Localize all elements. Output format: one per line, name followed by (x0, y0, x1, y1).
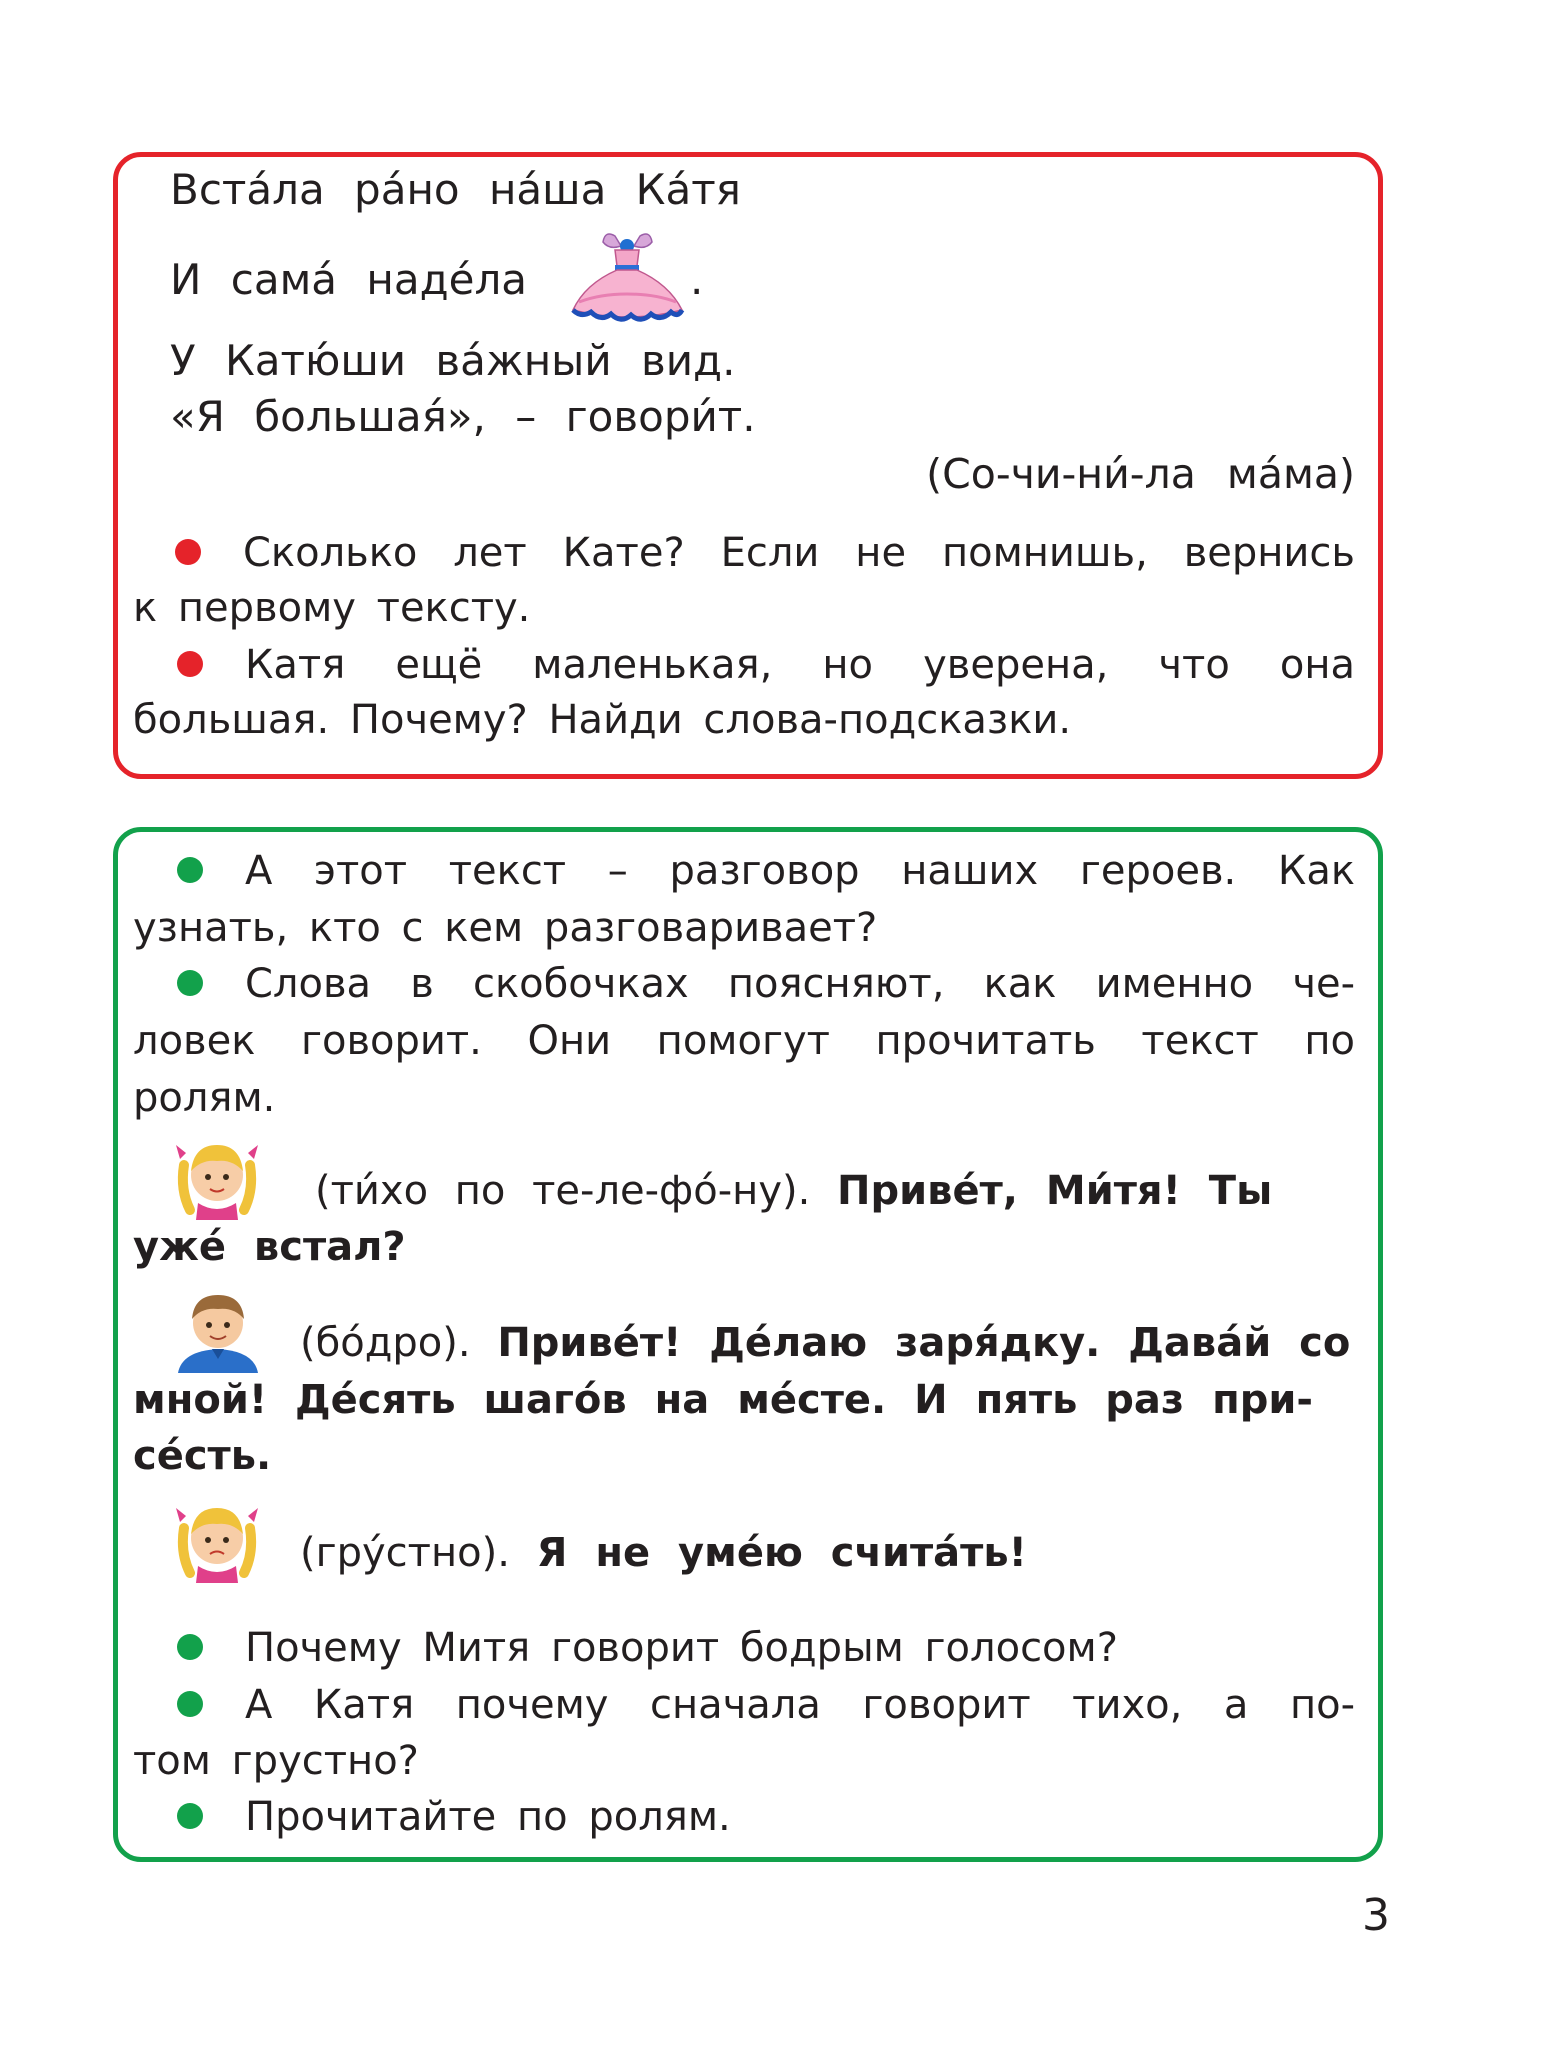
dress-icon (565, 232, 690, 324)
red-question-2: Катя ещё маленькая, но уверена, что она (133, 642, 1355, 688)
green-question-1: Почему Митя говорит бодрым голосом? (133, 1625, 1355, 1671)
green-intro-1-cont: узнать, кто с кем разговаривает? (133, 905, 878, 951)
katya-line-1: (ти́хо по те-ле-фо́-ну). Приве́т, Ми́тя! Ты (315, 1168, 1273, 1214)
mitya-line-1: (бо́дро). Приве́т! Де́лаю заря́дку. Дава́й со (300, 1320, 1351, 1366)
page-number: 3 (1362, 1890, 1390, 1941)
green-bullet-icon (177, 1634, 203, 1660)
green-question-2: А Катя почему сначала говорит тихо, а по- (133, 1682, 1355, 1728)
poem-line-4: «Я большая́», – говори́т. (170, 392, 756, 441)
red-question-2-cont: большая. Почему? Найди слова-подсказки. (133, 697, 1072, 743)
red-bullet-icon (175, 539, 201, 565)
green-intro-2-end: ролям. (133, 1075, 276, 1121)
mitya-face-icon (172, 1285, 264, 1373)
green-bullet-icon (177, 857, 203, 883)
katya-line-1-cont: уже́ встал? (133, 1224, 406, 1270)
poem-line-1: Вста́ла ра́но на́ша Ка́тя (170, 165, 741, 214)
green-bullet-icon (177, 1803, 203, 1829)
green-question-2-cont: том грустно? (133, 1738, 419, 1784)
green-bullet-icon (177, 1691, 203, 1717)
poem-line-2: И сама́ наде́ла (170, 255, 528, 304)
katya-face-icon (172, 1135, 262, 1220)
green-intro-1: А этот текст – разговор наших героев. Как (133, 848, 1355, 894)
green-question-3: Прочитайте по ролям. (133, 1794, 1355, 1840)
red-question-1: Сколько лет Кате? Если не помнишь, вернись (133, 530, 1355, 576)
mitya-line-2: мной! Де́сять шаго́в на ме́сте. И пять раз при- (133, 1377, 1313, 1423)
poem-author: (Со-чи-ни́-ла ма́ма) (926, 450, 1355, 498)
green-bullet-icon (177, 970, 203, 996)
red-question-1-cont: к первому тексту. (133, 585, 531, 631)
green-intro-2-cont: ловек говорит. Они помогут прочитать текст по (133, 1018, 1355, 1064)
poem-line-3: У Катю́ши ва́жный вид. (170, 336, 736, 385)
red-bullet-icon (177, 651, 203, 677)
mitya-line-3: се́сть. (133, 1433, 272, 1479)
katya-line-2: (гру́стно). Я не уме́ю счита́ть! (300, 1530, 1027, 1576)
katya-face-icon (172, 1498, 262, 1583)
poem-line-2-end: . (690, 255, 704, 304)
green-intro-2: Слова в скобочках поясняют, как именно че- (133, 961, 1355, 1007)
